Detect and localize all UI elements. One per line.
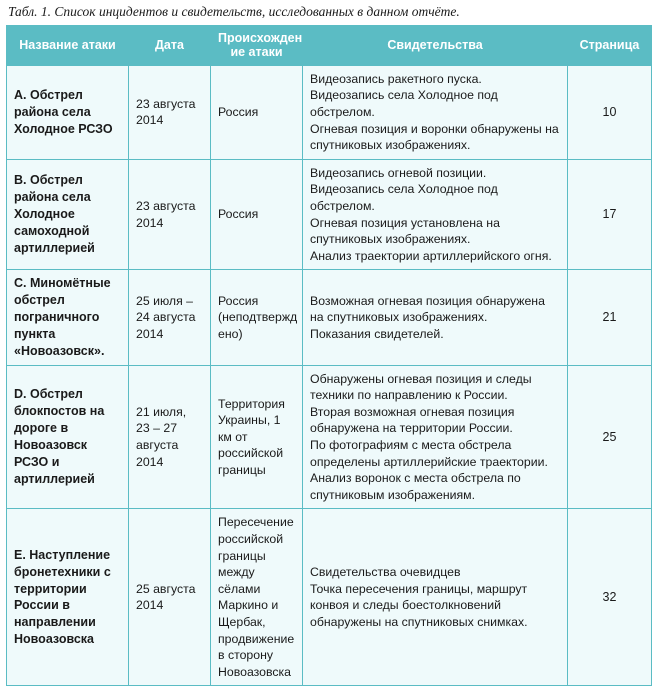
cell-attack-name: B. Обстрел района села Холодное самоходной артиллерией	[7, 159, 129, 270]
table-row	[7, 159, 652, 270]
cell-attack-name: A. Обстрел района села Холодное РСЗО	[7, 65, 129, 159]
cell-origin: Россия	[211, 159, 303, 270]
evidence-line: Свидетельства очевидцев	[310, 565, 461, 580]
table-row	[7, 270, 652, 365]
cell-evidence	[303, 509, 568, 686]
evidence-line: Возможная огневая позиция обнаружена на спутниковых изображениях.	[310, 293, 545, 325]
cell-page: 10	[568, 65, 652, 159]
evidence-line: Показания свидетелей.	[310, 326, 444, 341]
cell-date: 25 августа 2014	[129, 509, 211, 686]
column-header-origin: Происхожден ие атаки	[211, 26, 303, 66]
evidence-line: Вторая возможная огневая позиция обнаружена на территории России.	[310, 404, 515, 436]
cell-page: 32	[568, 509, 652, 686]
cell-evidence	[303, 270, 568, 365]
cell-origin: Россия	[211, 65, 303, 159]
incidents-table	[6, 25, 652, 686]
cell-page: 17	[568, 159, 652, 270]
table-header-row	[7, 26, 652, 66]
evidence-line: По фотографиям с места обстрела определены артиллерийские траектории.	[310, 438, 548, 469]
column-header-page: Страница	[568, 26, 652, 66]
cell-date: 23 августа 2014	[129, 65, 211, 159]
cell-attack-name: E. Наступление бронетехники с территории России в направлении Новоазовска	[7, 509, 129, 686]
evidence-line: Анализ траектории артиллерийского огня.	[310, 248, 552, 263]
table-body	[7, 65, 652, 686]
cell-origin: Территория Украины, 1 км от российской границы	[211, 365, 303, 509]
column-header-evidence: Свидетельства	[303, 26, 568, 66]
cell-evidence	[303, 159, 568, 270]
evidence-line: Видеозапись ракетного пуска.	[310, 71, 482, 86]
evidence-line: Точка пересечения границы, маршрут конвоя и следы боестолкновений обнаружены на спутниковых снимках.	[310, 581, 528, 629]
cell-page: 21	[568, 270, 652, 365]
table-row	[7, 365, 652, 509]
evidence-line: Видеозапись села Холодное под обстрелом.	[310, 182, 498, 213]
table-header	[7, 26, 652, 66]
cell-attack-name: D. Обстрел блокпостов на дороге в Новоазовск РСЗО и артиллерией	[7, 365, 129, 509]
cell-page: 25	[568, 365, 652, 509]
column-header-name: Название атаки	[7, 26, 129, 66]
evidence-line: Огневая позиция установлена на спутниковых изображениях.	[310, 215, 500, 247]
cell-attack-name: C. Миномётные обстрел пограничного пункта «Новоазовск».	[7, 270, 129, 365]
evidence-line: Видеозапись огневой позиции.	[310, 165, 487, 180]
column-header-date: Дата	[129, 26, 211, 66]
table-row	[7, 509, 652, 686]
cell-date: 21 июля, 23 – 27 августа 2014	[129, 365, 211, 509]
evidence-line: Видеозапись села Холодное под обстрелом.	[310, 88, 498, 119]
cell-evidence	[303, 65, 568, 159]
table-row	[7, 65, 652, 159]
evidence-line: Анализ воронок с места обстрела по спутниковым изображениям.	[310, 471, 521, 502]
evidence-line: Огневая позиция и воронки обнаружены на спутниковых изображениях.	[310, 121, 559, 153]
cell-date: 25 июля – 24 августа 2014	[129, 270, 211, 365]
cell-origin: Пересечение российской границы между сёлами Маркино и Щербак, продвижение в сторону Новоазовска	[211, 509, 303, 686]
table-caption: Табл. 1. Список инцидентов и свидетельств, исследованных в данном отчёте.	[8, 4, 460, 19]
evidence-line: Обнаружены огневая позиция и следы техники по направлению к России.	[310, 371, 532, 403]
cell-origin: Россия (неподтвержд ено)	[211, 270, 303, 365]
cell-date: 23 августа 2014	[129, 159, 211, 270]
cell-evidence	[303, 365, 568, 509]
